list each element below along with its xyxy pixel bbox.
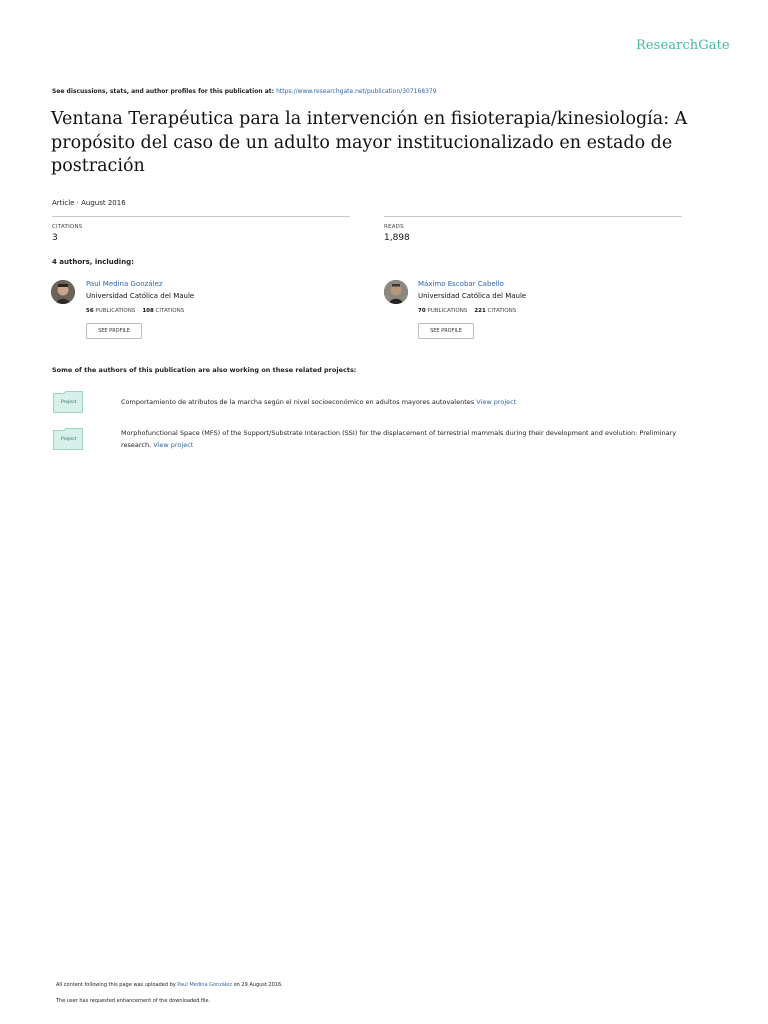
see-profile-button[interactable]: SEE PROFILE — [418, 323, 474, 339]
author-stats — [418, 308, 516, 314]
author-publications-count: 70 — [418, 308, 426, 314]
author-citations-label: CITATIONS — [155, 308, 185, 314]
view-project-link[interactable]: View project — [476, 398, 517, 406]
project-title: Comportamiento de atributos de la marcha según el nivel socioeconómico en adultos mayores autovalentes — [121, 398, 475, 406]
discussion-disclaimer — [52, 88, 437, 95]
author-citations-label: CITATIONS — [487, 308, 517, 314]
enhancement-note: The user has requested enhancement of the downloaded file. — [56, 998, 211, 1004]
author-citations-count: 108 — [142, 308, 154, 314]
related-projects-heading: Some of the authors of this publication are also working on these related projects: — [52, 366, 357, 374]
authors-heading: 4 authors, including: — [52, 258, 134, 266]
citations-count: 3 — [52, 233, 58, 243]
researchgate-logo[interactable]: ResearchGate — [636, 38, 730, 53]
publication-title: Ventana Terapéutica para la intervención en fisioterapia/kinesiología: A propósito del caso de un adulto mayor institucionalizado en estado de postración — [51, 109, 688, 176]
author-stats — [86, 308, 184, 314]
publication-meta: Article · August 2016 — [52, 199, 126, 207]
reads-count: 1,898 — [384, 233, 410, 243]
project-title: Morphofunctional Space (MFS) of the Support/Substrate Interaction (SSI) for the displacement of terrestrial mammals during their development and evolution: Preliminary research. — [121, 429, 677, 449]
publication-url-link[interactable]: https://www.researchgate.net/publication/307168379 — [276, 88, 437, 95]
project-badge: Project — [61, 437, 77, 442]
project-folder-icon — [53, 391, 83, 411]
author-affiliation: Universidad Católica del Maule — [418, 292, 527, 300]
author-name-link[interactable]: Paul Medina González — [86, 280, 163, 288]
author-publications-label: PUBLICATIONS — [95, 308, 136, 314]
see-profile-button[interactable]: SEE PROFILE — [86, 323, 142, 339]
reads-divider — [384, 216, 682, 217]
disclaimer-text: See discussions, stats, and author profiles for this publication at: — [52, 88, 275, 95]
project-badge: Project — [61, 400, 77, 405]
author-avatar[interactable] — [384, 280, 408, 304]
author-name-link[interactable]: Máximo Escobar Cabello — [418, 280, 504, 288]
citations-label: CITATIONS — [52, 224, 83, 230]
author-publications-label: PUBLICATIONS — [427, 308, 468, 314]
author-affiliation: Universidad Católica del Maule — [86, 292, 195, 300]
author-citations-count: 221 — [474, 308, 486, 314]
upload-note-prefix: All content following this page was uploaded by — [56, 982, 176, 988]
view-project-link[interactable]: View project — [153, 441, 194, 449]
author-publications-count: 56 — [86, 308, 94, 314]
citations-divider — [52, 216, 350, 217]
uploader-link[interactable]: Paul Medina González — [177, 982, 232, 988]
project-item — [121, 396, 721, 408]
author-avatar[interactable] — [51, 280, 75, 304]
project-item — [121, 427, 701, 451]
upload-note — [56, 982, 283, 988]
project-folder-icon — [53, 428, 83, 448]
reads-label: READS — [384, 224, 404, 230]
upload-note-suffix: on 29 August 2016. — [233, 982, 283, 988]
